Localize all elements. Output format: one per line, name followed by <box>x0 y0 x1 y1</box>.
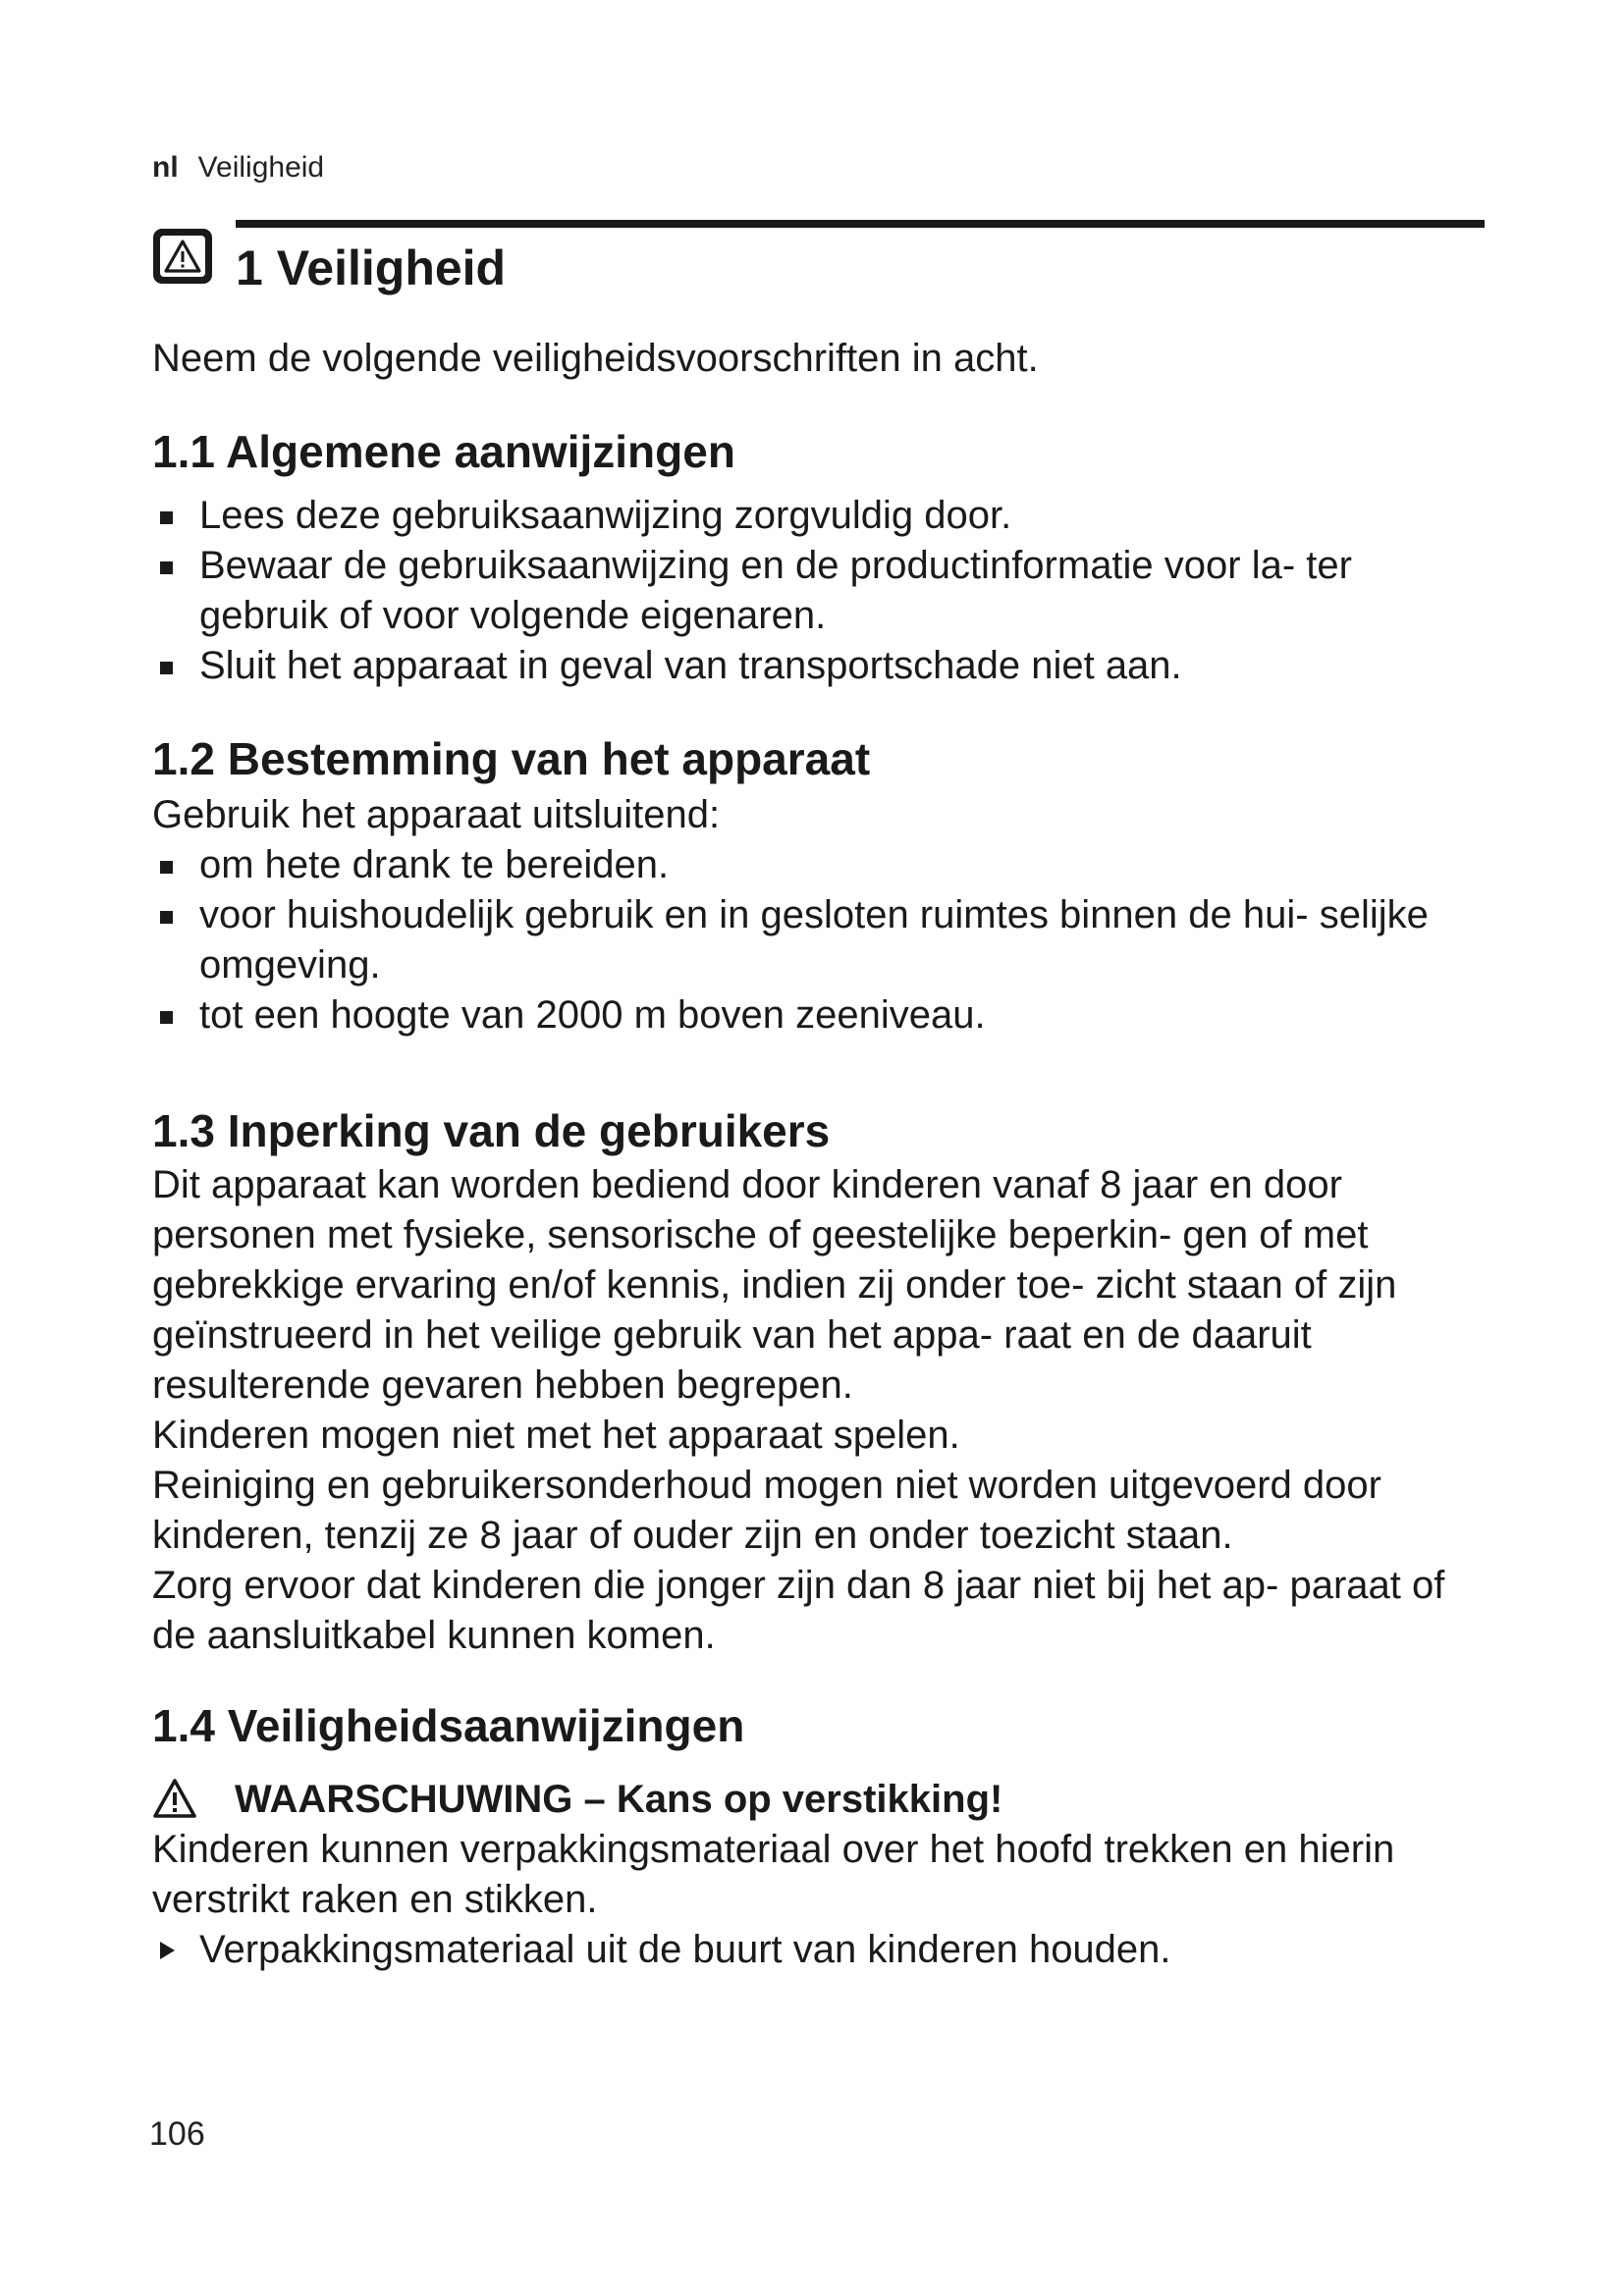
user-restriction-paragraph-4: Zorg ervoor dat kinderen die jonger zijn dan 8 jaar niet bij het ap- paraat of de aansluitkabel kunnen komen. <box>152 1564 1445 1657</box>
list-item: Sluit het apparaat in geval van transportschade niet aan. <box>152 641 1488 691</box>
user-restriction-paragraph-1: Dit apparaat kan worden bediend door kinderen vanaf 8 jaar en door personen met fysieke, sensorische of geestelijke beperkin- gen of met gebrekkige ervaring en/of kennis, indien zij onder toe- zicht staan of zijn geïnstrueerd in het veilige gebruik van het appa- raat en de daaruit resulterende gevaren hebben begrepen. <box>152 1163 1397 1407</box>
list-item: Lees deze gebruiksaanwijzing zorgvuldig door. <box>152 491 1488 541</box>
section-heading-user-restriction: 1.3 Inperking van de gebruikers <box>152 1105 831 1156</box>
user-restriction-paragraph-2: Kinderen mogen niet met het apparaat spelen. <box>152 1414 960 1457</box>
list-item: om hete drank te bereiden. <box>152 840 1488 890</box>
warning-title: WAARSCHUWING – Kans op verstikking! <box>235 1778 1003 1821</box>
running-header <box>152 151 324 185</box>
section-heading-safety: 1.4 Veiligheidsaanwijzingen <box>152 1700 745 1751</box>
warning-box-icon <box>152 228 213 285</box>
intro-text: Neem de volgende veiligheidsvoorschriften in acht. <box>152 337 1039 380</box>
bullet-square-icon <box>160 911 173 924</box>
section-heading-general: 1.1 Algemene aanwijzingen <box>152 426 735 477</box>
action-arrow-icon <box>160 1942 175 1959</box>
list-item: Bewaar de gebruiksaanwijzing en de productinformatie voor la- ter gebruik of voor volgende eigenaren. <box>152 541 1488 641</box>
bullet-square-icon <box>160 1011 173 1024</box>
action-text: Verpakkingsmateriaal uit de buurt van kinderen houden. <box>199 1928 1171 1971</box>
chapter-title: 1 Veiligheid <box>236 240 507 295</box>
bullet-square-icon <box>160 662 173 674</box>
page-number: 106 <box>149 2115 205 2153</box>
page-content <box>152 334 1488 1975</box>
warning-heading <box>152 1775 1488 1825</box>
list-item: voor huishoudelijk gebruik en in gesloten ruimtes binnen de hui- selijke omgeving. <box>152 890 1488 990</box>
warning-text: Kinderen kunnen verpakkingsmateriaal over het hoofd trekken en hierin verstrikt raken en stikken. <box>152 1828 1395 1921</box>
warning-triangle-icon <box>152 1778 197 1819</box>
chapter-rule <box>236 220 1485 228</box>
intended-use-lead: Gebruik het apparaat uitsluitend: <box>152 793 721 836</box>
language-code: nl <box>152 151 179 184</box>
general-list <box>152 491 1488 691</box>
bullet-square-icon <box>160 561 173 574</box>
bullet-square-icon <box>160 511 173 524</box>
intended-use-list <box>152 840 1488 1041</box>
running-header-section: Veiligheid <box>197 151 325 184</box>
user-restriction-paragraph-3: Reiniging en gebruikersonderhoud mogen niet worden uitgevoerd door kinderen, tenzij ze 8 jaar of ouder zijn en onder toezicht staan. <box>152 1464 1381 1557</box>
list-item: tot een hoogte van 2000 m boven zeeniveau. <box>152 990 1488 1041</box>
section-heading-intended-use: 1.2 Bestemming van het apparaat <box>152 733 871 784</box>
bullet-square-icon <box>160 861 173 874</box>
action-step <box>152 1925 1488 1975</box>
